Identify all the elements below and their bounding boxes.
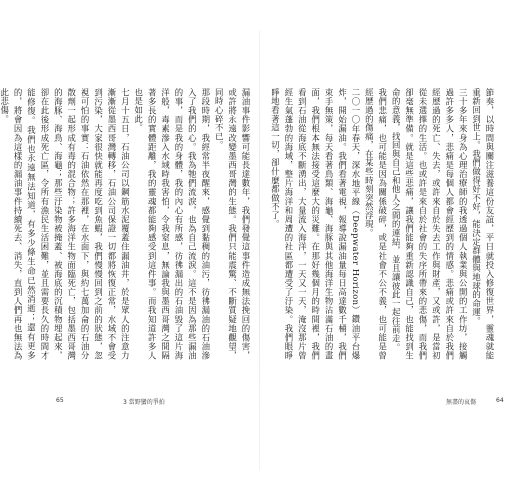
left-page-text	[0, 88, 252, 360]
gutter-divider	[259, 30, 260, 470]
page-number: 65	[56, 397, 64, 404]
right-page-footer	[270, 397, 510, 409]
paragraph: 漏油事件影響可能長達數年，我們發覺這事件造成無法挽回的傷害，或許將永遠改變墨西哥灣的生態。我們只能震驚、不斷質疑地觀望，同時心碎不已。	[214, 88, 251, 360]
paragraph: 節奏，以時間與關注滋養這份友誼，平日就投入修復世界，靈魂就能重新回到世上。我們做得好不好，能決定群體與地球的命運。	[471, 88, 495, 360]
left-page	[0, 0, 251, 500]
paragraph: 我們悲痛，也可能是因為關係破碎，或是社會不公不義，也可能是曾經歷過的傷痛，在某些時刻突然浮現。	[364, 88, 388, 360]
page-number: 64	[496, 397, 504, 404]
paragraph: 二〇一〇年春天，深水地平線（Deepwater Horizon）鑽油平台爆炸，開始漏油。我們看著電視，報導說漏油量每日高達數千桶，我們束手無策，每天看著鳥類、海龜、海豚與其他海洋生物沾滿石油的畫面，我們根本無法接受這麼大的災難。在那好幾個月的時間裡，我們看到石油從海底不斷湧出，大量流入海洋，一天又一天，淹沒那片曾經生氣蓬勃的海域，整片海洋和周遭的社區都遭受了汙染。我們眼睜睜地看著這一切，卻什麼都做不了。	[270, 88, 361, 360]
right-page-text	[270, 88, 496, 360]
right-page	[270, 0, 510, 500]
paragraph: 七月十五日，石油公司以鋼筋水泥覆蓋住漏油井，於是眾人的注意力漸漸從墨西哥灣轉移，石油公司保證一切都將恢復正常，水域不會受到污染，大家很快就能再度吃到魚蝦，我們慢慢回到之前的狀態，忽視可怕的事實：石油依然在那裡，在水面下，與約七萬加侖的石油分散劑一起形成有毒的混合物；許多海洋生物面臨死亡，包括墨西哥灣的海豚、海鳥、海龜；那些汙染物被掩蓋、被海底的沉積物埋起來，卻在此後形成死亡區，令所有漁民生活困難，並且需要長久的時間才能修復。我們也永遠無法知道，有多少條生命已然消逝；還有更多的，將會因為這樣的漏油事件持續死去、消失，直到人們再也無法為此悲傷。	[0, 88, 131, 360]
left-page-footer	[10, 397, 250, 409]
running-head: 3 當野蠻的爭拍	[123, 399, 165, 406]
running-head: 無盡的哀傷	[446, 399, 477, 406]
paragraph: 三十多年來身為心理治療師的我透過個人執業與公開的工作坊，接觸過許多多人，悲痛是每個人都會經歷到的情感。悲痛或許來自於我們經歷過的死亡、失去，或許來自於失去工作與財產，又或許，是當初從未選擇的生活。也或許是來自於社會的失序所帶來的悲傷，而我們卻毫無準備。就是這些悲痛，讓我們能夠重新認識自己，也能找到生命的意義，找回與自己和他人之間的連結，並且讓彼此一起往前走。	[391, 88, 469, 360]
paragraph: 那段時期，我經常半夜醒來，感覺到黏稠的油污，彷彿漏油的石油滲入了我們的心。我為牠們流淚，也為自己流淚。這不是因為那些漏油的事，而是我的身體，我的內心有所感，彷彿漏出的石油毀了這片海洋般，毒素滲入水域時我害怕，令我窒息，無論我與墨西哥灣之間隔著多長的實體距離，我的靈魂都能夠感受到這件事。而我知道許多人也是如此。	[133, 88, 211, 360]
